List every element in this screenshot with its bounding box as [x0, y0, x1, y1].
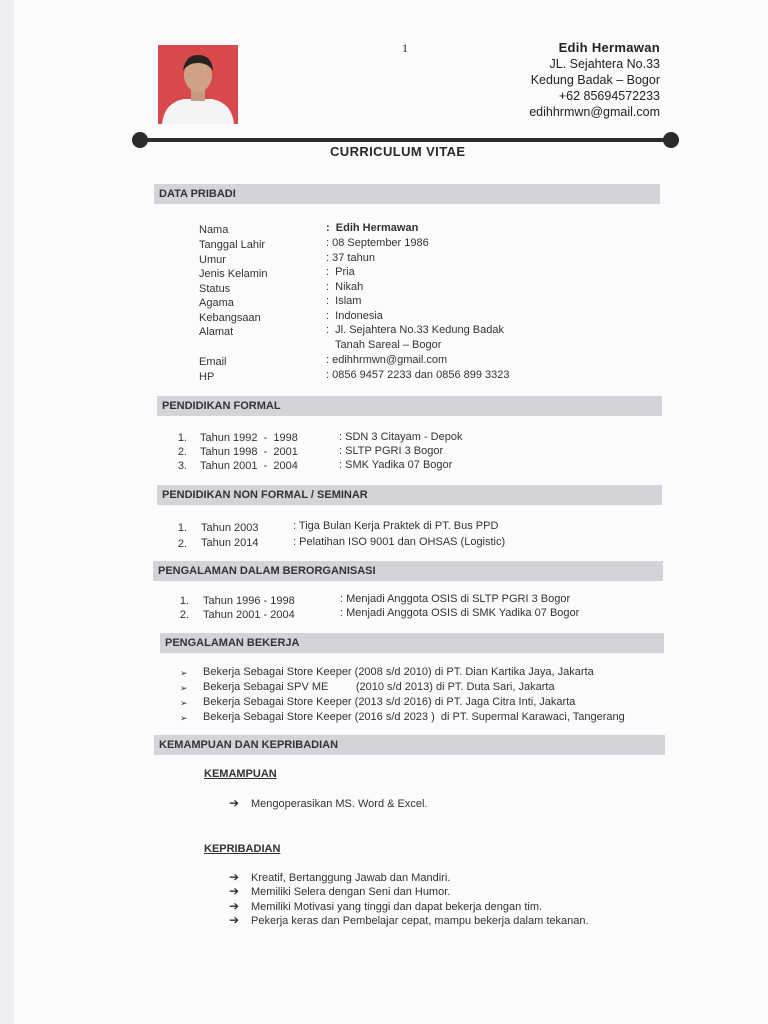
work-item: Bekerja Sebagai SPV ME (2010 s/d 2013) di PT. Duta Sari, Jakarta: [203, 681, 555, 693]
section-heading-pendidikan-formal: PENDIDIKAN FORMAL: [157, 396, 662, 416]
arrow-right-icon: ➔: [229, 870, 240, 884]
profile-photo: [158, 45, 238, 124]
contact-name: Edih Hermawan: [558, 40, 660, 55]
bullet-arrowhead-icon: ➢: [180, 713, 188, 723]
document-title: CURRICULUM VITAE: [330, 144, 466, 159]
contact-address-line2: Kedung Badak – Bogor: [530, 73, 660, 87]
education-school: : SMK Yadika 07 Bogor: [339, 459, 453, 471]
label-umur: Umur: [199, 254, 226, 266]
education-school: : SLTP PGRI 3 Bogor: [339, 445, 444, 457]
section-heading-pengalaman-bekerja: PENGALAMAN BEKERJA: [160, 633, 664, 653]
label-agama: Agama: [199, 297, 234, 309]
value-alamat-line2: Tanah Sareal – Bogor: [326, 339, 442, 351]
label-jenis-kelamin: Jenis Kelamin: [199, 268, 268, 280]
personality-item: Pekerja keras dan Pembelajar cepat, mampu bekerja dalam tekanan.: [251, 915, 589, 927]
arrow-right-icon: ➔: [229, 796, 240, 810]
arrow-right-icon: ➔: [229, 899, 240, 913]
label-tanggal-lahir: Tanggal Lahir: [199, 239, 266, 251]
list-number: 2.: [179, 609, 189, 621]
organization-role: : Menjadi Anggota OSIS di SMK Yadika 07 Bogor: [340, 607, 580, 619]
value-kebangsaan: : Indonesia: [326, 310, 383, 322]
section-heading-kemampuan-kepribadian: KEMAMPUAN DAN KEPRIBADIAN: [154, 735, 665, 755]
label-alamat: Alamat: [199, 326, 234, 338]
seminar-year: Tahun 2014: [201, 537, 259, 549]
education-period: Tahun 1998 - 2001: [200, 446, 298, 458]
list-number: 1.: [177, 432, 187, 444]
bullet-arrowhead-icon: ➢: [180, 668, 188, 678]
work-item: Bekerja Sebagai Store Keeper (2016 s/d 2023 ) di PT. Supermal Karawaci, Tangerang: [203, 711, 625, 723]
personality-item: Memiliki Motivasi yang tinggi dan dapat bekerja dengan tim.: [251, 901, 543, 913]
personality-item: Kreatif, Bertanggung Jawab dan Mandiri.: [251, 872, 451, 884]
contact-address-line1: JL. Sejahtera No.33: [549, 57, 660, 71]
section-heading-organisasi: PENGALAMAN DALAM BERORGANISASI: [153, 561, 663, 581]
label-hp: HP: [199, 371, 215, 383]
list-number: 3.: [177, 460, 187, 472]
value-status: : Nikah: [326, 281, 364, 293]
label-status: Status: [199, 283, 231, 295]
value-agama: : Islam: [326, 295, 362, 307]
section-heading-pendidikan-non-formal: PENDIDIKAN NON FORMAL / SEMINAR: [157, 485, 662, 505]
label-kebangsaan: Kebangsaan: [199, 312, 261, 324]
seminar-description: : Tiga Bulan Kerja Praktek di PT. Bus PPD: [293, 520, 499, 532]
subheading-kemampuan: KEMAMPUAN: [204, 768, 277, 780]
organization-role: : Menjadi Anggota OSIS di SLTP PGRI 3 Bogor: [340, 593, 571, 605]
page-number: 1: [402, 41, 408, 55]
arrow-right-icon: ➔: [229, 913, 240, 927]
value-hp: : 0856 9457 2233 dan 0856 899 3323: [326, 369, 510, 381]
list-number: 2.: [177, 446, 187, 458]
education-period: Tahun 1992 - 1998: [200, 432, 298, 444]
list-number: 2.: [177, 538, 187, 550]
value-alamat: : Jl. Sejahtera No.33 Kedung Badak: [326, 324, 504, 336]
rule-left-dot: [132, 132, 148, 148]
contact-email: edihhrmwn@gmail.com: [529, 105, 660, 119]
work-item: Bekerja Sebagai Store Keeper (2013 s/d 2016) di PT. Jaga Citra Inti, Jakarta: [203, 696, 576, 708]
label-nama: Nama: [199, 224, 229, 236]
skill-item: Mengoperasikan MS. Word & Excel.: [251, 798, 428, 810]
work-item: Bekerja Sebagai Store Keeper (2008 s/d 2010) di PT. Dian Kartika Jaya, Jakarta: [203, 666, 594, 678]
bullet-arrowhead-icon: ➢: [180, 698, 188, 708]
section-heading-data-pribadi: DATA PRIBADI: [154, 184, 660, 204]
education-period: Tahun 2001 - 2004: [200, 460, 298, 472]
education-school: : SDN 3 Citayam - Depok: [339, 431, 463, 443]
value-email: : edihhrmwn@gmail.com: [326, 354, 448, 366]
label-email: Email: [199, 356, 227, 368]
arrow-right-icon: ➔: [229, 884, 240, 898]
bullet-arrowhead-icon: ➢: [180, 683, 188, 693]
value-tanggal-lahir: : 08 September 1986: [326, 237, 429, 249]
header-rule: [140, 138, 671, 142]
personality-item: Memiliki Selera dengan Seni dan Humor.: [251, 886, 451, 898]
list-number: 1.: [177, 522, 187, 534]
rule-right-dot: [663, 132, 679, 148]
value-jenis-kelamin: : Pria: [326, 266, 355, 278]
seminar-year: Tahun 2003: [201, 522, 259, 534]
value-umur: : 37 tahun: [326, 252, 375, 264]
contact-block: [529, 40, 660, 120]
contact-phone: +62 85694572233: [558, 89, 660, 103]
value-nama: : Edih Hermawan: [326, 222, 419, 234]
list-number: 1.: [179, 595, 189, 607]
organization-period: Tahun 2001 - 2004: [203, 609, 295, 621]
seminar-description: : Pelatihan ISO 9001 dan OHSAS (Logistic): [293, 536, 506, 548]
organization-period: Tahun 1996 - 1998: [203, 595, 295, 607]
subheading-kepribadian: KEPRIBADIAN: [204, 843, 281, 855]
